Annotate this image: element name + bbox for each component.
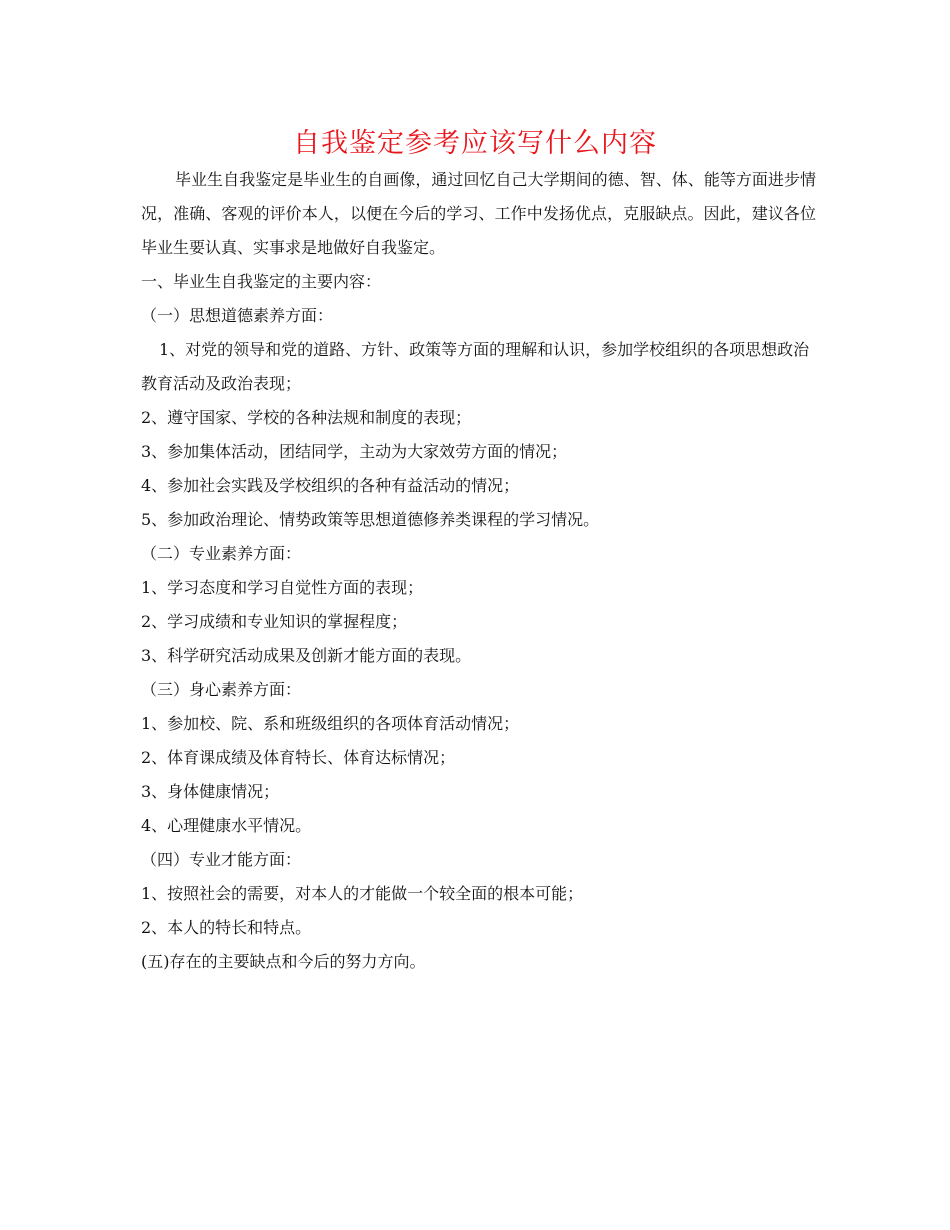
list-item: 4、参加社会实践及学校组织的各种有益活动的情况； [141, 476, 520, 495]
list-item: 3、身体健康情况； [141, 782, 280, 801]
list-item: 2、遵守国家、学校的各种法规和制度的表现； [141, 408, 472, 427]
list-item: 1、按照社会的需要，对本人的才能做一个较全面的根本可能； [141, 884, 584, 903]
closing-line: (五)存在的主要缺点和今后的努力方向。 [141, 952, 426, 971]
list-item: 2、学习成绩和专业知识的掌握程度； [141, 612, 408, 631]
list-item: 1、对党的领导和党的道路、方针、政策等方面的理解和认识，参加学校组织的各项思想政治教育活动及政治表现； [141, 340, 810, 393]
document-body [141, 163, 816, 979]
list-item: 5、参加政治理论、情势政策等思想道德修养类课程的学习情况。 [141, 510, 600, 529]
list-item: 4、心理健康水平情况。 [141, 816, 312, 835]
list-item: 3、科学研究活动成果及创新才能方面的表现。 [141, 646, 472, 665]
list-item: 3、参加集体活动，团结同学，主动为大家效劳方面的情况； [141, 442, 568, 461]
subsection-heading: （四）专业才能方面： [141, 850, 302, 869]
intro-paragraph: 毕业生自我鉴定是毕业生的自画像，通过回忆自己大学期间的德、智、体、能等方面进步情况，准确、客观的评价本人，以便在今后的学习、工作中发扬优点，克服缺点。因此，建议各位毕业生要认真、实事求是地做好自我鉴定。 [141, 170, 816, 257]
subsection-heading: （二）专业素养方面： [141, 544, 302, 563]
list-item: 2、本人的特长和特点。 [141, 918, 312, 937]
list-item: 1、学习态度和学习自觉性方面的表现； [141, 578, 424, 597]
list-item: 1、参加校、院、系和班级组织的各项体育活动情况； [141, 714, 520, 733]
subsection-heading: （三）身心素养方面： [141, 680, 302, 699]
section-heading: 一、毕业生自我鉴定的主要内容： [141, 272, 382, 291]
subsection-heading: （一）思想道德素养方面： [141, 306, 334, 325]
list-item: 2、体育课成绩及体育特长、体育达标情况； [141, 748, 456, 767]
document-title: 自我鉴定参考应该写什么内容 [293, 128, 657, 159]
